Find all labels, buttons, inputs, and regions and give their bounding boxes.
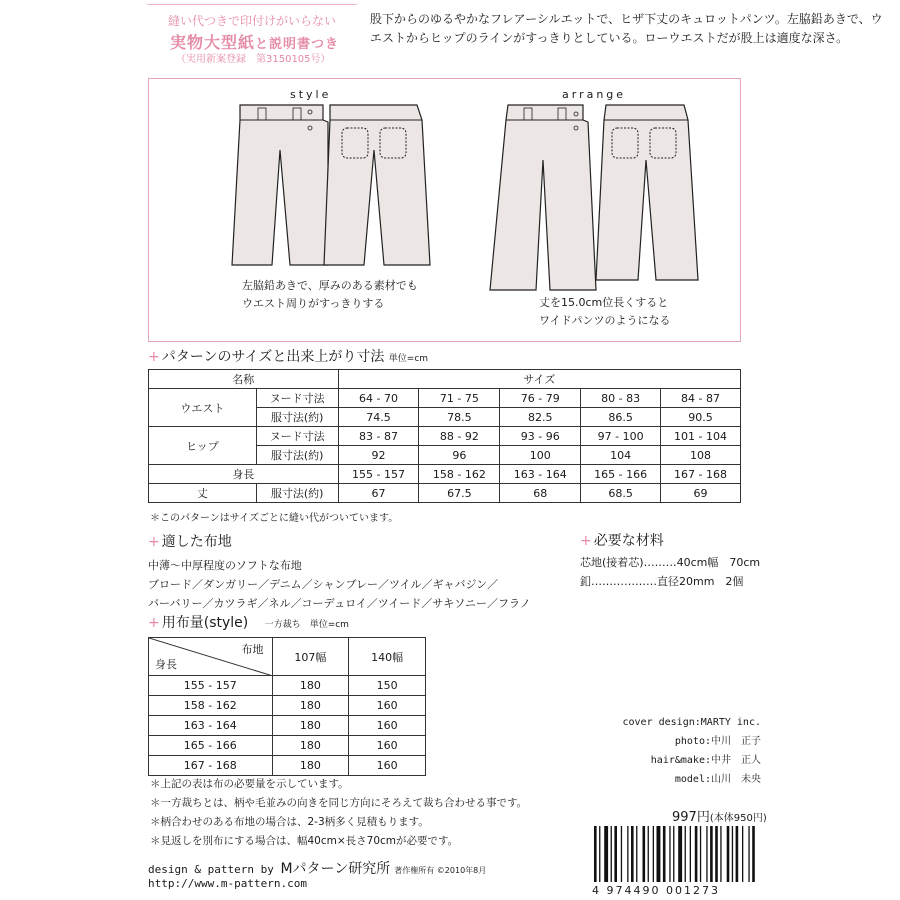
table-cell: 158 - 162 [149,696,273,716]
arrange-back-sketch [594,100,704,300]
table-cell: 163 - 164 [500,465,581,484]
material-dots: ……… [643,556,677,569]
size-table [148,369,741,503]
fabric-line: 中薄～中厚程度のソフトな布地 [148,559,302,572]
table-row [149,427,741,446]
table-cell: 163 - 164 [149,716,273,736]
table-cell: 67.5 [419,484,500,503]
plus-icon: + [148,534,160,550]
table-cell: 68.5 [581,484,661,503]
table-cell: 107幅 [272,638,349,676]
table-row [149,676,426,696]
footnote: ＊上記の表は布の必要量を示しています。 [150,778,349,790]
plus-icon: + [148,349,160,365]
credit-name: 中川 正子 [711,736,761,747]
credit-name: 中井 正人 [711,755,761,766]
fabric-line: バーバリー／カツラギ／ネル／コーデュロイ／ツイード／サキソニー／フラノ [148,597,531,610]
table-cell: 96 [419,446,500,465]
table-cell: 160 [349,716,426,736]
table-cell: 180 [272,756,349,776]
table-cell: 180 [272,716,349,736]
table-cell: 160 [349,756,426,776]
material-value: 40cm幅 70cm [676,556,761,569]
table-row [149,484,741,503]
table-cell: 90.5 [661,408,741,427]
table-cell: 82.5 [500,408,581,427]
table-cell: ウエスト [149,389,257,427]
design-line [148,858,486,878]
credit-row: hair&make : 中井 正人 [610,751,761,770]
table-cell: 服寸法(約) [256,484,338,503]
corner-bottom-label: 身長 [155,658,177,671]
style-caption-line2: ウエスト周りがすっきりする [242,297,385,310]
plus-icon: + [148,615,160,631]
table-row [149,638,426,676]
size-note: ＊このパターンはサイズごとに縫い代がついています。 [150,513,399,524]
table-cell: 74.5 [338,408,419,427]
price [672,806,767,825]
table-cell: 服寸法(約) [256,408,338,427]
table-cell: 76 - 79 [500,389,581,408]
website-url: http://www.m-pattern.com [148,877,307,890]
table-cell: 167 - 168 [149,756,273,776]
table-cell: ヒップ [149,427,257,465]
fabric-list [148,556,531,613]
size-section-heading [148,346,428,366]
table-cell: 64 - 70 [338,389,419,408]
table-cell: 104 [581,446,661,465]
fabric-section-heading [148,531,232,551]
credit-name: 山川 未央 [711,774,761,785]
credit-name: MARTY inc. [700,717,761,728]
footnote: ＊一方裁ちとは、柄や毛並みの向きを同じ方向にそろえて裁ち合わせる事です。 [150,797,528,809]
arrange-caption [539,294,670,330]
materials-heading-text: 必要な材料 [593,533,664,549]
material-label: 芯地(接着芯) [580,556,644,569]
barcode-icon [590,826,790,888]
material-label: 釦 [580,575,591,588]
table-cell: 68 [500,484,581,503]
table-cell: 140幅 [349,638,426,676]
footnotes [150,775,527,851]
table-cell: 180 [272,696,349,716]
table-cell: 67 [338,484,419,503]
table-cell: 158 - 162 [419,465,500,484]
arrange-caption-line2: ワイドパンツのようになる [539,314,671,327]
table-cell: 身長 [149,465,339,484]
table-row [149,370,741,389]
brand-name: Mパターン研究所 [280,861,391,877]
corner-top-label: 布地 [241,643,264,656]
table-cell: 155 - 157 [149,676,273,696]
table-cell: 97 - 100 [581,427,661,446]
price-main: 997円 [672,810,710,825]
arrange-title: arrange [562,88,627,101]
table-cell: 88 - 92 [419,427,500,446]
table-cell: 180 [272,676,349,696]
style-back-sketch [322,100,442,275]
yardage-table [148,637,426,776]
table-cell: 93 - 96 [500,427,581,446]
price-sub: (本体950円) [709,813,767,824]
material-dots: ……………… [591,575,657,588]
table-cell: 86.5 [581,408,661,427]
style-title: style [290,88,332,101]
material-item [580,553,760,572]
table-cell: 名称 [149,370,339,389]
table-cell: ヌード寸法 [256,427,338,446]
credit-role: cover design [622,717,695,728]
table-row [149,389,741,408]
material-item [580,572,760,591]
table-cell: 丈 [149,484,257,503]
table-cell: 165 - 166 [581,465,661,484]
tagline-rest: と説明書つき [255,37,340,52]
size-unit: 単位=cm [388,354,429,364]
table-cell: 101 - 104 [661,427,741,446]
copyright-text: 著作権所有 ©2010年8月 [394,866,487,875]
table-row [149,756,426,776]
table-cell: 108 [661,446,741,465]
table-row [149,696,426,716]
table-cell: 160 [349,696,426,716]
credit-row: model : 山川 未央 [610,770,761,789]
credit-row: photo : 中川 正子 [610,732,761,751]
table-cell: 服寸法(約) [256,446,338,465]
table-cell: 83 - 87 [338,427,419,446]
credits [610,713,761,789]
table-cell: 155 - 157 [338,465,419,484]
table-cell: 167 - 168 [661,465,741,484]
size-heading-text: パターンのサイズと出来上がり寸法 [161,349,385,365]
intro-text: 股下からのゆるやかなフレアーシルエットで、ヒザ下丈のキュロットパンツ。左脇鉛あきで、ウエストからヒップのラインがすっきりとしている。ローウエストだが股上は適度な深さ。 [370,12,883,45]
table-cell: サイズ [338,370,740,389]
tagline-bold: 実物大型紙 [170,33,256,52]
tagline-line1: 縫い代つきで印付けがいらない [168,14,337,28]
table-cell: 69 [661,484,741,503]
table-row [149,716,426,736]
table-cell: 84 - 87 [661,389,741,408]
credit-role: model [674,774,705,785]
footnote: ＊見返しを別布にする場合は、幅40cm×長さ70cmが必要です。 [150,835,459,847]
tagline-line3: （実用新案登録 第3150105号） [176,54,331,65]
table-cell: 71 - 75 [419,389,500,408]
corner-cell [149,638,273,676]
fabric-line: ブロード／ダンガリー／デニム／シャンブレー／ツイル／ギャバジン／ [148,578,499,591]
table-cell: 165 - 166 [149,736,273,756]
yardage-section-heading [148,612,349,632]
top-accent-line [147,4,357,12]
table-row [149,465,741,484]
table-cell: 150 [349,676,426,696]
table-cell: 100 [500,446,581,465]
yardage-heading-text: 用布量(style) [161,615,249,631]
design-prefix: design & pattern by [148,863,281,876]
fabric-heading-text: 適した布地 [161,534,232,550]
table-cell: 160 [349,736,426,756]
arrange-front-sketch [488,100,598,300]
plus-icon: + [580,533,592,549]
material-value: 直径20mm 2個 [657,575,744,588]
barcode-number: 4 974490 001273 [592,884,720,897]
credit-row: cover design : MARTY inc. [610,713,761,732]
style-caption [242,277,418,313]
materials-list [580,553,760,591]
table-row [149,736,426,756]
table-cell: ヌード寸法 [256,389,338,408]
table-cell: 80 - 83 [581,389,661,408]
table-cell: 78.5 [419,408,500,427]
credit-role: photo [674,736,705,747]
credit-role: hair&make [650,755,705,766]
yardage-subnote: 一方裁ち 単位=cm [264,620,349,630]
footnote: ＊柄合わせのある布地の場合は、2-3柄多く見積もります。 [150,816,429,828]
style-caption-line1: 左脇鉛あきで、厚みのある素材でも [242,279,418,292]
table-cell: 92 [338,446,419,465]
materials-section-heading [580,530,664,550]
arrange-caption-line1: 丈を15.0cm位長くすると [539,296,669,309]
table-cell: 180 [272,736,349,756]
